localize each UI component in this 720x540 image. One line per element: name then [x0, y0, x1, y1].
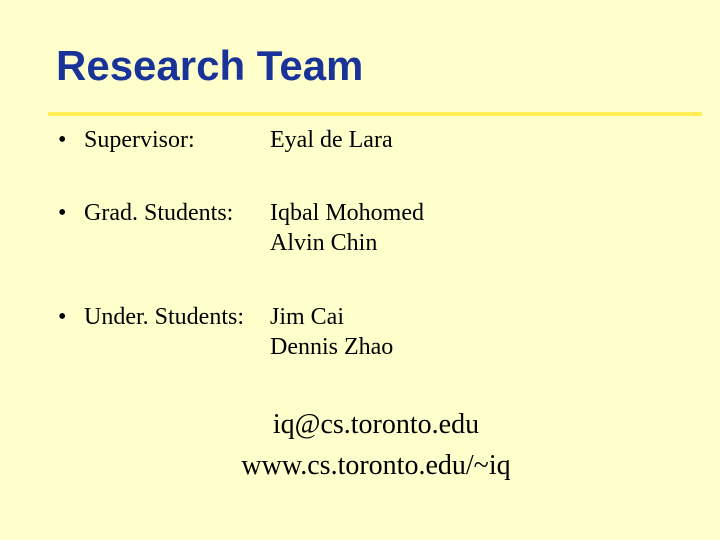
- slide-title: Research Team: [56, 42, 364, 89]
- bullet-icon: •: [58, 200, 67, 226]
- supervisor-label: Supervisor:: [84, 127, 195, 153]
- email-address: iq@cs.toronto.edu: [272, 409, 480, 440]
- supervisor-name: Eyal de Lara: [270, 127, 393, 153]
- bullet-icon: •: [58, 304, 67, 330]
- grad-student-name: Alvin Chin: [270, 230, 378, 256]
- homepage-url: www.cs.toronto.edu/~iq: [241, 450, 511, 481]
- title-divider: [48, 112, 702, 116]
- under-student-name: Dennis Zhao: [270, 334, 394, 360]
- grad-student-name: Iqbal Mohomed: [270, 200, 424, 226]
- under-student-name: Jim Cai: [270, 304, 345, 330]
- grad-students-label: Grad. Students:: [84, 200, 234, 226]
- bullet-icon: •: [58, 127, 67, 153]
- under-students-label: Under. Students:: [84, 304, 244, 330]
